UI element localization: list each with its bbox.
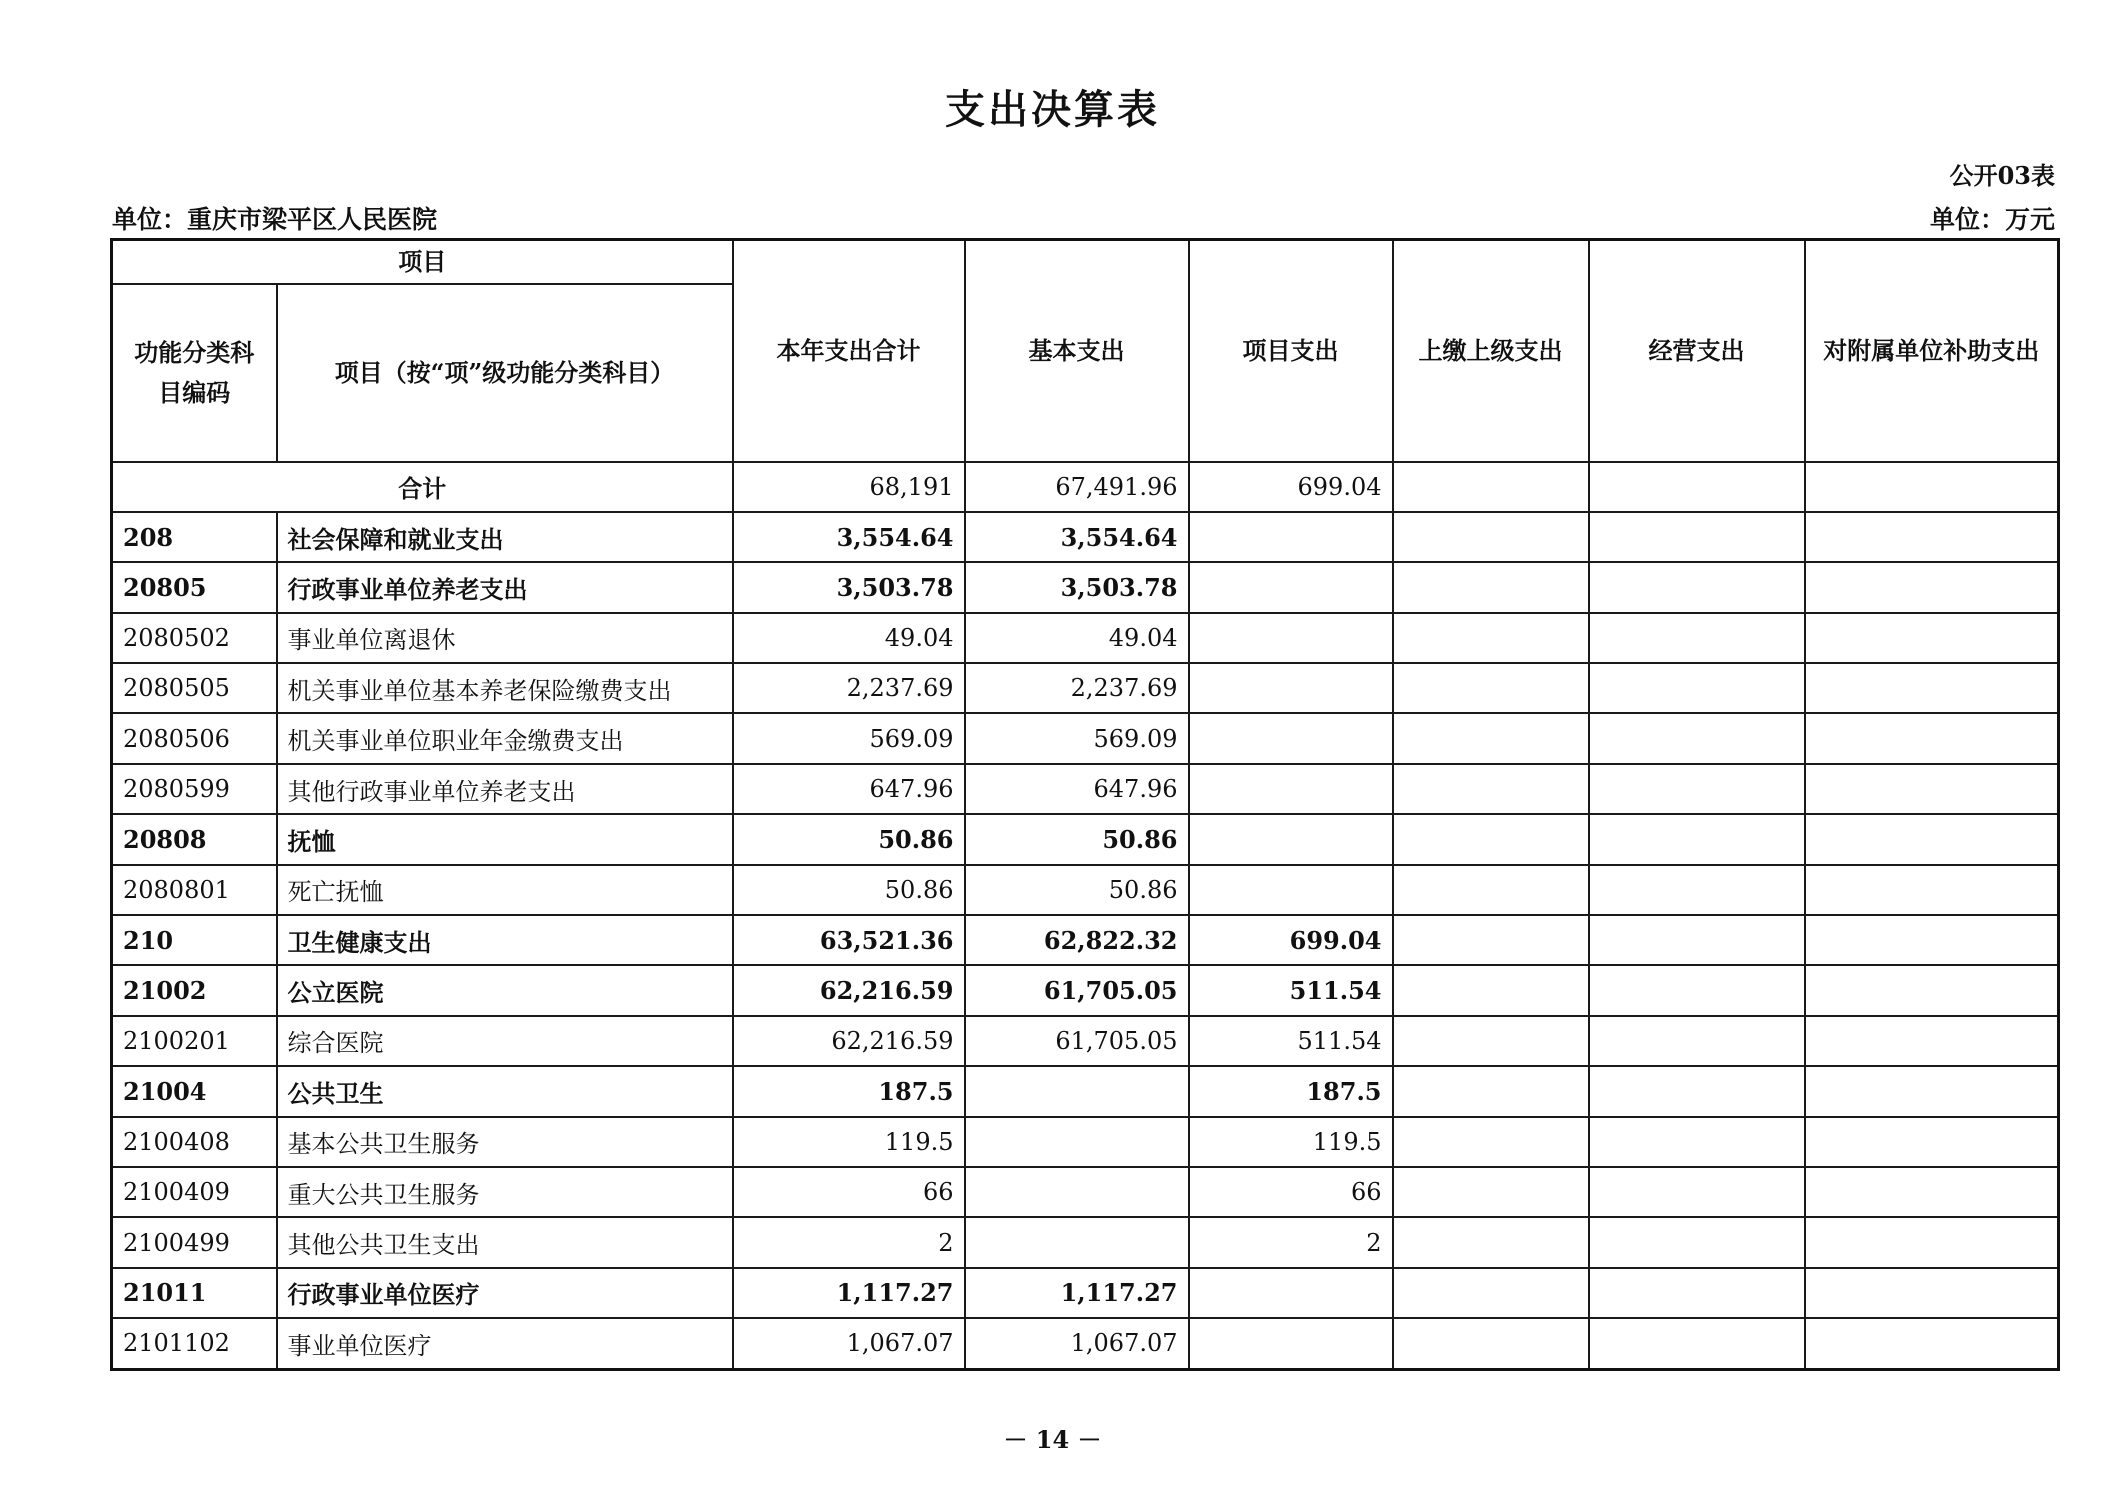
header-upper: 上缴上级支出 xyxy=(1393,240,1589,462)
cell-code: 2080502 xyxy=(112,613,277,663)
cell-project xyxy=(1189,764,1393,814)
cell-subsidy xyxy=(1805,915,2059,965)
cell-total: 62,216.59 xyxy=(733,965,965,1015)
table-row xyxy=(112,915,2059,965)
table-row xyxy=(112,1167,2059,1217)
cell-total: 3,503.78 xyxy=(733,562,965,612)
cell-business xyxy=(1589,814,1805,864)
table-row xyxy=(112,512,2059,562)
header-code: 功能分类科目编码 xyxy=(112,284,277,462)
header-project: 项目支出 xyxy=(1189,240,1393,462)
cell-code: 20805 xyxy=(112,562,277,612)
total-label: 合计 xyxy=(112,462,733,512)
cell-project xyxy=(1189,613,1393,663)
cell-code: 208 xyxy=(112,512,277,562)
cell-name: 机关事业单位基本养老保险缴费支出 xyxy=(277,663,733,713)
cell-name: 重大公共卫生服务 xyxy=(277,1167,733,1217)
cell-business xyxy=(1589,1217,1805,1267)
cell-subsidy xyxy=(1805,1268,2059,1318)
cell-name: 机关事业单位职业年金缴费支出 xyxy=(277,713,733,763)
form-code: 公开03表 xyxy=(1949,161,2055,190)
cell-business xyxy=(1589,613,1805,663)
table-row xyxy=(112,1016,2059,1066)
cell-total: 66 xyxy=(733,1167,965,1217)
unit-currency: 单位：万元 xyxy=(1929,205,2055,234)
cell-project xyxy=(1189,562,1393,612)
cell-basic: 2,237.69 xyxy=(965,663,1189,713)
cell-name: 公立医院 xyxy=(277,965,733,1015)
total-row xyxy=(112,462,2059,512)
cell-code: 21011 xyxy=(112,1268,277,1318)
cell-name: 行政事业单位医疗 xyxy=(277,1268,733,1318)
cell-upper xyxy=(1393,1066,1589,1116)
cell-subsidy xyxy=(1805,663,2059,713)
cell-code: 2100499 xyxy=(112,1217,277,1267)
cell-business xyxy=(1589,764,1805,814)
cell-subsidy xyxy=(1805,865,2059,915)
cell-basic: 3,503.78 xyxy=(965,562,1189,612)
cell-project xyxy=(1189,865,1393,915)
cell-code: 210 xyxy=(112,915,277,965)
cell-business xyxy=(1589,462,1805,512)
cell-total: 1,117.27 xyxy=(733,1268,965,1318)
cell-name: 社会保障和就业支出 xyxy=(277,512,733,562)
cell-business xyxy=(1589,713,1805,763)
cell-business xyxy=(1589,1167,1805,1217)
cell-name: 其他行政事业单位养老支出 xyxy=(277,764,733,814)
cell-name: 基本公共卫生服务 xyxy=(277,1117,733,1167)
cell-project: 511.54 xyxy=(1189,1016,1393,1066)
cell-total: 63,521.36 xyxy=(733,915,965,965)
cell-business xyxy=(1589,1066,1805,1116)
cell-upper xyxy=(1393,663,1589,713)
cell-total: 119.5 xyxy=(733,1117,965,1167)
cell-project xyxy=(1189,713,1393,763)
cell-upper xyxy=(1393,1268,1589,1318)
cell-name: 抚恤 xyxy=(277,814,733,864)
cell-subsidy xyxy=(1805,1066,2059,1116)
cell-name: 行政事业单位养老支出 xyxy=(277,562,733,612)
table-row xyxy=(112,1117,2059,1167)
cell-code: 2080505 xyxy=(112,663,277,713)
cell-basic: 62,822.32 xyxy=(965,915,1189,965)
cell-project: 511.54 xyxy=(1189,965,1393,1015)
cell-basic: 569.09 xyxy=(965,713,1189,763)
cell-project xyxy=(1189,1268,1393,1318)
cell-name: 事业单位医疗 xyxy=(277,1318,733,1369)
cell-upper xyxy=(1393,1318,1589,1369)
cell-total: 68,191 xyxy=(733,462,965,512)
cell-basic: 50.86 xyxy=(965,865,1189,915)
cell-upper xyxy=(1393,1217,1589,1267)
cell-subsidy xyxy=(1805,965,2059,1015)
header-subsidy: 对附属单位补助支出 xyxy=(1805,240,2059,462)
cell-name: 综合医院 xyxy=(277,1016,733,1066)
cell-subsidy xyxy=(1805,713,2059,763)
cell-project: 699.04 xyxy=(1189,462,1393,512)
cell-basic: 67,491.96 xyxy=(965,462,1189,512)
cell-project: 119.5 xyxy=(1189,1117,1393,1167)
cell-basic: 50.86 xyxy=(965,814,1189,864)
cell-business xyxy=(1589,965,1805,1015)
cell-total: 569.09 xyxy=(733,713,965,763)
cell-basic: 49.04 xyxy=(965,613,1189,663)
header-basic: 基本支出 xyxy=(965,240,1189,462)
cell-business xyxy=(1589,562,1805,612)
cell-basic: 1,117.27 xyxy=(965,1268,1189,1318)
table-row xyxy=(112,713,2059,763)
cell-name: 公共卫生 xyxy=(277,1066,733,1116)
cell-upper xyxy=(1393,865,1589,915)
cell-total: 50.86 xyxy=(733,865,965,915)
unit-organization: 单位：重庆市梁平区人民医院 xyxy=(112,205,438,234)
cell-upper xyxy=(1393,462,1589,512)
cell-code: 20808 xyxy=(112,814,277,864)
cell-total: 2,237.69 xyxy=(733,663,965,713)
cell-code: 2100408 xyxy=(112,1117,277,1167)
cell-business xyxy=(1589,663,1805,713)
cell-upper xyxy=(1393,915,1589,965)
cell-name: 死亡抚恤 xyxy=(277,865,733,915)
cell-subsidy xyxy=(1805,1167,2059,1217)
cell-business xyxy=(1589,1268,1805,1318)
table-row xyxy=(112,613,2059,663)
table-row xyxy=(112,562,2059,612)
table-row xyxy=(112,1268,2059,1318)
table-row xyxy=(112,865,2059,915)
cell-name: 事业单位离退休 xyxy=(277,613,733,663)
header-total: 本年支出合计 xyxy=(733,240,965,462)
page-number: － 14 － xyxy=(1003,1425,1102,1454)
cell-basic: 647.96 xyxy=(965,764,1189,814)
cell-upper xyxy=(1393,613,1589,663)
header-project-group: 项目 xyxy=(112,240,733,284)
cell-code: 2080506 xyxy=(112,713,277,763)
cell-project: 187.5 xyxy=(1189,1066,1393,1116)
cell-subsidy xyxy=(1805,1117,2059,1167)
cell-subsidy xyxy=(1805,512,2059,562)
cell-project: 66 xyxy=(1189,1167,1393,1217)
cell-basic: 61,705.05 xyxy=(965,965,1189,1015)
cell-code: 2080599 xyxy=(112,764,277,814)
cell-upper xyxy=(1393,1167,1589,1217)
page-title: 支出决算表 xyxy=(945,86,1160,133)
cell-subsidy xyxy=(1805,814,2059,864)
cell-business xyxy=(1589,915,1805,965)
cell-upper xyxy=(1393,1016,1589,1066)
cell-subsidy xyxy=(1805,613,2059,663)
cell-total: 62,216.59 xyxy=(733,1016,965,1066)
cell-basic: 3,554.64 xyxy=(965,512,1189,562)
cell-code: 21002 xyxy=(112,965,277,1015)
table-row xyxy=(112,965,2059,1015)
cell-basic xyxy=(965,1217,1189,1267)
cell-name: 其他公共卫生支出 xyxy=(277,1217,733,1267)
cell-basic: 1,067.07 xyxy=(965,1318,1189,1369)
table-row xyxy=(112,814,2059,864)
cell-project xyxy=(1189,1318,1393,1369)
cell-code: 2101102 xyxy=(112,1318,277,1369)
cell-code: 2080801 xyxy=(112,865,277,915)
cell-subsidy xyxy=(1805,1217,2059,1267)
cell-upper xyxy=(1393,1117,1589,1167)
cell-upper xyxy=(1393,764,1589,814)
cell-upper xyxy=(1393,713,1589,763)
cell-project xyxy=(1189,814,1393,864)
cell-basic xyxy=(965,1167,1189,1217)
cell-subsidy xyxy=(1805,1016,2059,1066)
cell-project xyxy=(1189,663,1393,713)
cell-name: 卫生健康支出 xyxy=(277,915,733,965)
cell-upper xyxy=(1393,512,1589,562)
cell-business xyxy=(1589,1318,1805,1369)
cell-subsidy xyxy=(1805,562,2059,612)
table-row xyxy=(112,764,2059,814)
cell-business xyxy=(1589,512,1805,562)
cell-project: 2 xyxy=(1189,1217,1393,1267)
cell-total: 50.86 xyxy=(733,814,965,864)
cell-subsidy xyxy=(1805,764,2059,814)
cell-total: 1,067.07 xyxy=(733,1318,965,1369)
table-row xyxy=(112,663,2059,713)
header-name: 项目（按“项”级功能分类科目） xyxy=(277,284,733,462)
cell-subsidy xyxy=(1805,462,2059,512)
table-row xyxy=(112,1217,2059,1267)
cell-project: 699.04 xyxy=(1189,915,1393,965)
cell-project xyxy=(1189,512,1393,562)
cell-basic xyxy=(965,1066,1189,1116)
expenditure-table xyxy=(110,238,2060,1371)
table-row xyxy=(112,1066,2059,1116)
cell-basic xyxy=(965,1117,1189,1167)
header-business: 经营支出 xyxy=(1589,240,1805,462)
cell-upper xyxy=(1393,814,1589,864)
cell-basic: 61,705.05 xyxy=(965,1016,1189,1066)
cell-upper xyxy=(1393,562,1589,612)
cell-subsidy xyxy=(1805,1318,2059,1369)
cell-business xyxy=(1589,1117,1805,1167)
cell-business xyxy=(1589,865,1805,915)
cell-total: 3,554.64 xyxy=(733,512,965,562)
cell-code: 2100201 xyxy=(112,1016,277,1066)
cell-business xyxy=(1589,1016,1805,1066)
cell-total: 49.04 xyxy=(733,613,965,663)
cell-total: 187.5 xyxy=(733,1066,965,1116)
cell-upper xyxy=(1393,965,1589,1015)
cell-total: 647.96 xyxy=(733,764,965,814)
cell-total: 2 xyxy=(733,1217,965,1267)
table-row xyxy=(112,1318,2059,1369)
cell-code: 2100409 xyxy=(112,1167,277,1217)
cell-code: 21004 xyxy=(112,1066,277,1116)
